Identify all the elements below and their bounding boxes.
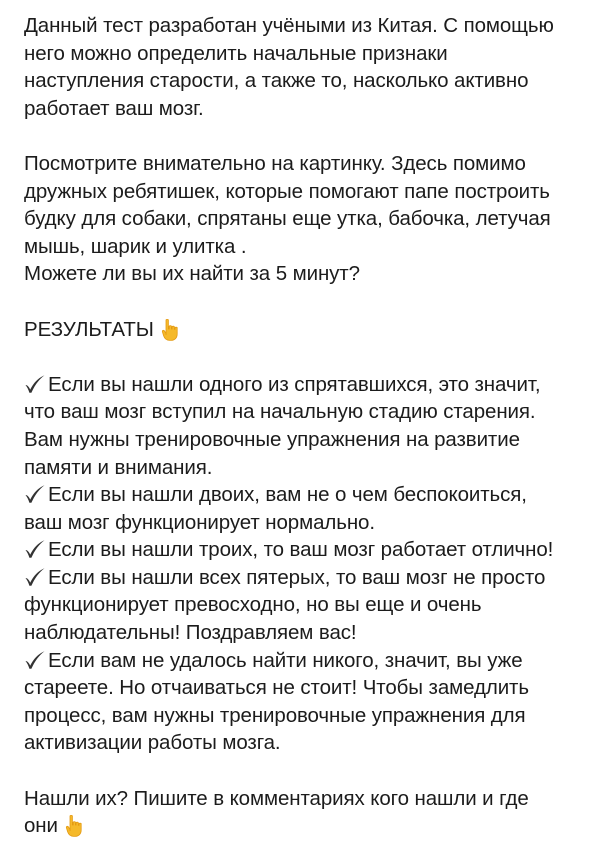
text-line: памяти и внимания. <box>24 455 213 479</box>
result-first-line <box>24 481 584 509</box>
text-line: Посмотрите внимательно на картинку. Здесь помимо <box>24 151 526 175</box>
result-first-line <box>24 371 584 399</box>
text-line: мышь, шарик и улитка . <box>24 234 247 258</box>
check-mark-icon <box>24 650 46 670</box>
result-item <box>24 481 584 536</box>
text-line: процесс, вам нужны тренировочные упражнения для <box>24 703 526 727</box>
check-mark-icon <box>24 484 46 504</box>
text-line: что ваш мозг вступил на начальную стадию старения. <box>24 400 536 424</box>
post-text <box>24 12 584 840</box>
text-line: стареете. Но отчаиваться не стоит! Чтобы замедлить <box>24 676 529 700</box>
text-line: Нашли их? Пишите в комментариях кого нашли и где <box>24 786 529 810</box>
text-line: Данный тест разработан учёными из Китая. С помощью <box>24 14 554 37</box>
text-line: работает ваш мозг. <box>24 96 204 120</box>
text-line: дружных ребятишек, которые помогают папе построить <box>24 179 550 203</box>
results-heading-line <box>24 316 584 344</box>
text-line: наступления старости, а также то, насколько активно <box>24 69 529 93</box>
text-line: Можете ли вы их найти за 5 минут? <box>24 262 360 286</box>
text-line: наблюдательны! Поздравляем вас! <box>24 621 357 645</box>
check-mark-icon <box>24 539 46 559</box>
paragraph-gap <box>24 122 584 150</box>
result-item <box>24 536 584 564</box>
paragraph-gap <box>24 343 584 371</box>
paragraph-task <box>24 150 584 288</box>
paragraph-gap <box>24 757 584 785</box>
result-text: Если вы нашли одного из спрятавшихся, это значит, <box>48 372 541 396</box>
text-line: активизации работы мозга. <box>24 731 281 755</box>
result-item <box>24 647 584 757</box>
backhand-index-pointing-down-icon <box>160 319 180 341</box>
paragraph-closing <box>24 785 584 840</box>
text-line: него можно определить начальные признаки <box>24 41 448 65</box>
results-heading: РЕЗУЛЬТАТЫ <box>24 317 154 341</box>
result-first-line <box>24 536 584 564</box>
closing-text: они <box>24 814 58 838</box>
paragraph-intro <box>24 12 584 122</box>
result-item <box>24 564 584 647</box>
result-text: Если вам не удалось найти никого, значит, вы уже <box>48 648 523 672</box>
result-text: Если вы нашли троих, то ваш мозг работает отлично! <box>48 538 554 562</box>
text-line: функционирует превосходно, но вы еще и очень <box>24 593 482 617</box>
text-line: будку для собаки, спрятаны еще утка, бабочка, летучая <box>24 207 551 231</box>
result-text: Если вы нашли всех пятерых, то ваш мозг не просто <box>48 565 546 589</box>
backhand-index-pointing-down-icon <box>64 815 84 837</box>
result-text: Если вы нашли двоих, вам не о чем беспокоиться, <box>48 483 527 507</box>
paragraph-gap <box>24 288 584 316</box>
text-line: ваш мозг функционирует нормально. <box>24 510 375 534</box>
result-first-line <box>24 564 584 592</box>
result-item <box>24 371 584 481</box>
text-line: Вам нужны тренировочные упражнения на развитие <box>24 427 520 451</box>
closing-last-line <box>24 812 584 840</box>
result-first-line <box>24 647 584 675</box>
check-mark-icon <box>24 567 46 587</box>
check-mark-icon <box>24 374 46 394</box>
